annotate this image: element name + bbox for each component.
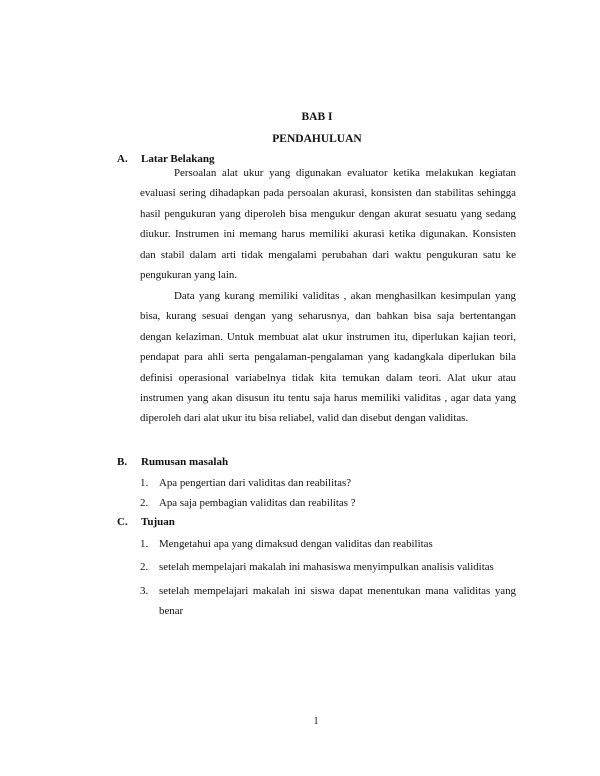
list-item-text: Mengetahui apa yang dimaksud dengan validitas dan reabilitas — [159, 538, 433, 550]
list-item — [140, 534, 516, 554]
list-item-number: 2. — [140, 561, 149, 574]
section-c-heading — [117, 516, 175, 528]
list-item — [140, 581, 516, 622]
paragraph-1: Persoalan alat ukur yang digunakan evaluator ketika melakukan kegiatan evaluasi sering dihadapkan pada persoalan akurasi, konsisten dan stabilitas sehingga hasil pengukuran yang diperoleh bisa mengukur dengan akurat sesuatu yang sedang diukur. Instrumen ini memang harus memiliki akurasi ketika digunakan. Konsisten dan stabil dalam arti tidak mengalami perubahan dari waktu pengukuran satu ke pengukuran yang lain. — [140, 167, 516, 282]
section-c-title: Tujuan — [141, 516, 175, 528]
section-b-letter: B. — [117, 456, 128, 468]
list-item — [140, 557, 516, 577]
list-item-number: 3. — [140, 584, 149, 597]
section-b-heading — [117, 456, 228, 468]
list-item-text: setelah mempelajari makalah ini mahasiswa menyimpulkan analisis validitas — [159, 561, 494, 574]
list-item-text: Apa pengertian dari validitas dan reabilitas? — [159, 477, 352, 489]
paragraph-2: Data yang kurang memiliki validitas , akan menghasilkan kesimpulan yang bisa, kurang sesuai dengan yang seharusnya, dan bahkan bisa saja bertentangan dengan kelaziman. Untuk membuat alat ukur instrumen itu, diperlukan kajian teori, pendapat para ahli serta pengalaman-pengalaman yang kadangkala diperlukan bila definisi operasional variabelnya tidak kita temukan dalam teori. Alat ukur atau instrumen yang akan disusun itu tentu saja harus memiliki validitas , agar data yang diperoleh dari alat ukur itu bisa reliabel, valid dan disebut dengan validitas. — [140, 290, 516, 425]
problem-list — [140, 473, 516, 514]
section-a-letter: A. — [117, 153, 128, 165]
objective-list — [140, 534, 516, 625]
section-b-title: Rumusan masalah — [141, 456, 229, 468]
chapter-label: BAB I — [301, 111, 333, 123]
section-a-title: Latar Belakang — [141, 153, 215, 165]
page-number: 1 — [313, 716, 319, 727]
list-item-text: Apa saja pembagian validitas dan reabilitas ? — [159, 497, 356, 510]
list-item-number: 1. — [140, 538, 149, 550]
list-item-number: 2. — [140, 497, 149, 510]
section-c-letter: C. — [117, 516, 128, 528]
list-item-number: 1. — [140, 477, 149, 489]
list-item-text: setelah mempelajari makalah ini siswa dapat menentukan mana validitas yang benar — [159, 584, 516, 618]
list-item — [140, 473, 516, 493]
list-item — [140, 493, 516, 513]
chapter-title: PENDAHULUAN — [272, 133, 362, 145]
